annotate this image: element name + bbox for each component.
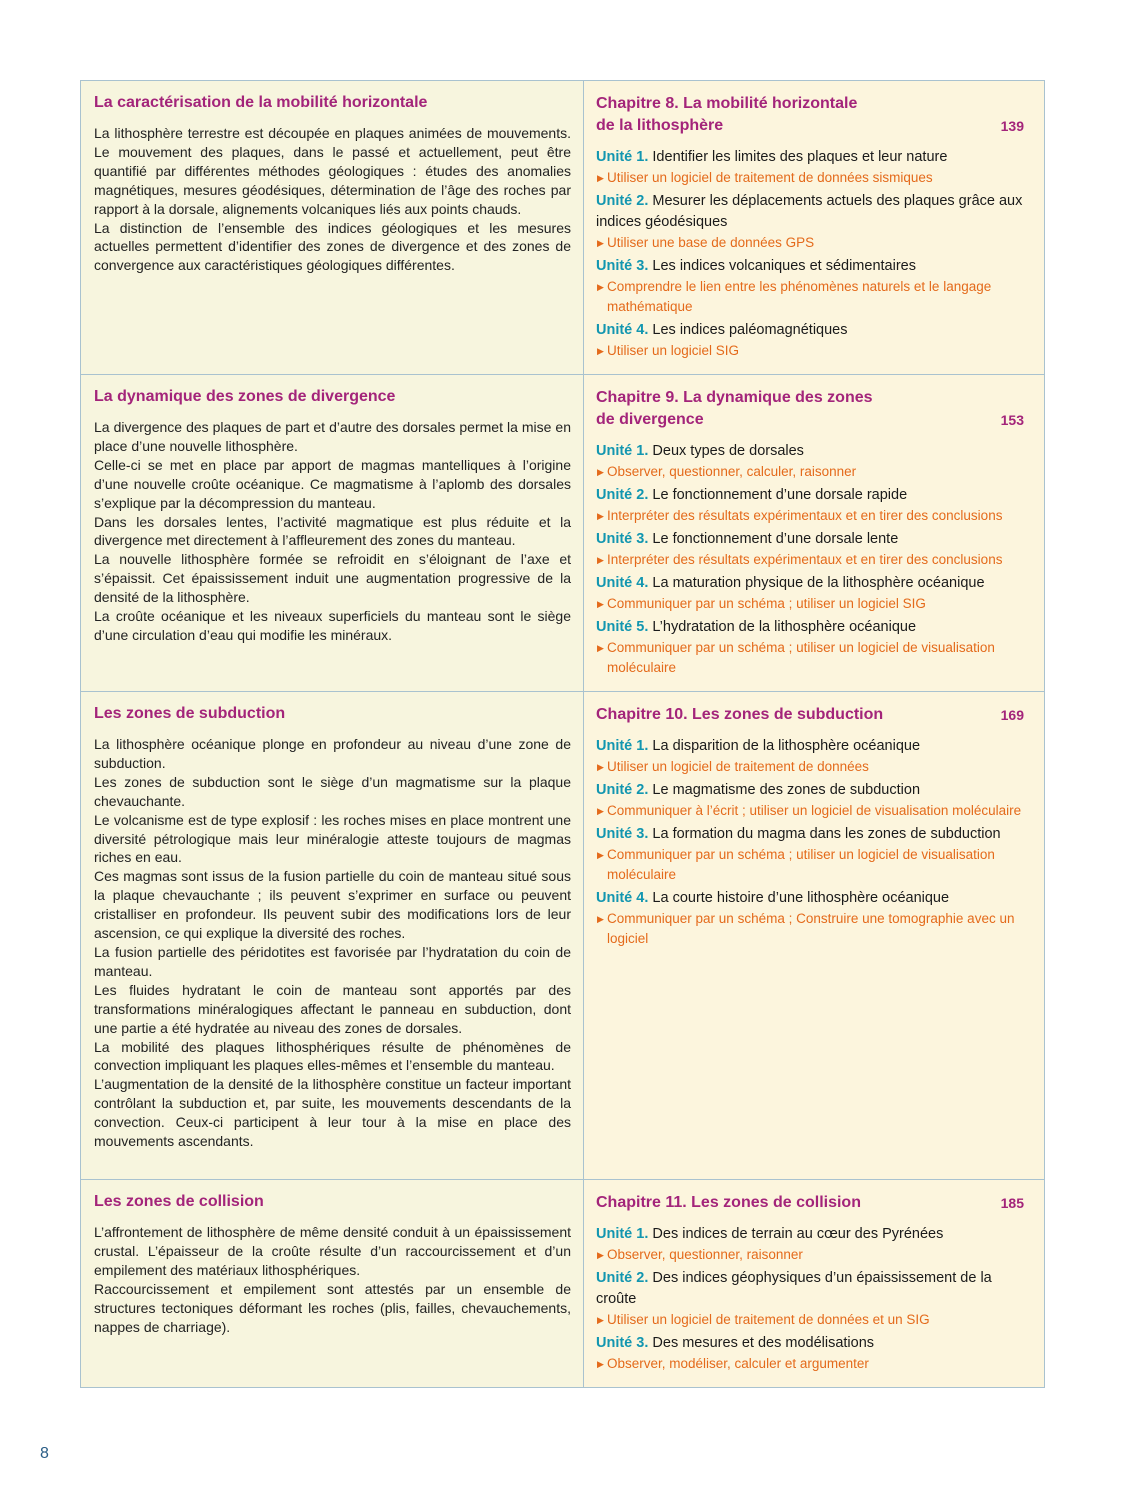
section-body: [94, 735, 571, 1151]
triangle-bullet-icon: ▶: [597, 467, 604, 477]
unit-skill-text: Observer, questionner, calculer, raisonner: [607, 464, 857, 479]
section-paragraph: La nouvelle lithosphère formée se refroidit en s’éloignant de l’axe et s’épaissit. Cet épaississement induit une augmentation progressive de la densité de la lithosphère.: [94, 551, 571, 606]
triangle-bullet-icon: ▶: [597, 643, 604, 653]
unit-heading: [596, 736, 1028, 757]
triangle-bullet-icon: ▶: [597, 599, 604, 609]
page-number: 8: [40, 1445, 49, 1462]
unit-skill: [596, 638, 1028, 678]
unit-heading: [596, 320, 1028, 341]
unit-item: [596, 147, 1028, 188]
unit-title: Mesurer les déplacements actuels des plaques grâce aux indices géodésiques: [596, 193, 1023, 230]
unit-title: Deux types de dorsales: [652, 443, 804, 459]
unit-title: La disparition de la lithosphère océanique: [652, 738, 921, 754]
section-summary-cell: [81, 692, 584, 1180]
chapter-title-continued: de divergence: [596, 411, 704, 428]
unit-title: Le fonctionnement d’une dorsale lente: [652, 531, 899, 547]
unit-label: Unité 4.: [596, 575, 649, 591]
unit-skill: [596, 801, 1028, 821]
section-summary-cell: [81, 375, 584, 692]
unit-item: [596, 780, 1028, 821]
unit-item: [596, 573, 1028, 614]
chapter-title-continued: de la lithosphère: [596, 117, 724, 134]
section-paragraph: La distinction de l’ensemble des indices géologiques et les mesures actuelles permettent d’identifier des zones de divergence et des zones de convergence aux caractéristiques géologiques différentes.: [94, 219, 571, 274]
unit-skill-text: Comprendre le lien entre les phénomènes naturels et le langage mathématique: [607, 279, 992, 314]
section-paragraph: Raccourcissement et empilement sont attestés par un ensemble de structures tectoniques déformant les roches (plis, failles, chevauchements, nappes de charriage).: [94, 1280, 571, 1335]
triangle-bullet-icon: ▶: [597, 555, 604, 565]
unit-heading: [596, 1268, 1028, 1310]
section-paragraph: Le volcanisme est de type explosif : les roches mises en place montrent une diversité pétrologique mais leur minéralogie atteste toujours de magmas riches en eau.: [94, 811, 571, 866]
unit-title: Le magmatisme des zones de subduction: [652, 782, 921, 798]
section-paragraph: L’affrontement de lithosphère de même densité conduit à un épaississement crustal. L’épaisseur de la croûte résulte d’un raccourcissement et d’un empilement des matériaux lithosphériques.: [94, 1224, 571, 1278]
section-paragraph: L’augmentation de la densité de la lithosphère constitue un facteur important contrôlant la subduction et, par suite, les mouvements descendants de la convection. Ceux-ci participent à leur tour à la mise en place des mouvements ascendants.: [94, 1076, 571, 1150]
triangle-bullet-icon: ▶: [597, 282, 604, 292]
unit-item: [596, 529, 1028, 570]
unit-title: La courte histoire d’une lithosphère océanique: [652, 890, 950, 906]
unit-skill: [596, 506, 1028, 526]
section-title: Les zones de subduction: [94, 705, 286, 722]
unit-skill-text: Utiliser une base de données GPS: [607, 235, 815, 250]
triangle-bullet-icon: ▶: [597, 1315, 604, 1325]
unit-skill-text: Utiliser un logiciel de traitement de données: [607, 759, 869, 774]
unit-item: [596, 1268, 1028, 1330]
chapter-title: Chapitre 10. Les zones de subduction: [596, 706, 884, 723]
unit-heading: [596, 824, 1028, 845]
chapter-cell: [584, 375, 1045, 692]
section-row: [81, 375, 1045, 692]
unit-label: Unité 4.: [596, 322, 649, 338]
unit-skill-text: Communiquer à l’écrit ; utiliser un logiciel de visualisation moléculaire: [607, 803, 1022, 818]
unit-skill-text: Communiquer par un schéma ; utiliser un logiciel de visualisation moléculaire: [607, 847, 995, 882]
triangle-bullet-icon: ▶: [597, 1359, 604, 1369]
triangle-bullet-icon: ▶: [597, 346, 604, 356]
chapter-heading: [596, 1192, 1028, 1214]
section-row: [81, 692, 1045, 1180]
unit-skill-text: Communiquer par un schéma ; utiliser un logiciel SIG: [607, 596, 926, 611]
unit-heading: [596, 780, 1028, 801]
unit-title: La formation du magma dans les zones de subduction: [652, 826, 1001, 842]
unit-item: [596, 1224, 1028, 1265]
chapter-cell: [584, 692, 1045, 1180]
section-body: [94, 1223, 571, 1336]
section-paragraph: Les zones de subduction sont le siège d’un magmatisme sur la plaque chevauchante.: [94, 773, 571, 809]
chapter-cell: [584, 1180, 1045, 1388]
section-paragraph: La fusion partielle des péridotites est favorisée par l’hydratation du coin de manteau.: [94, 943, 571, 979]
unit-skill: [596, 1310, 1028, 1330]
chapter-page-number: 185: [1000, 1195, 1024, 1211]
section-body: [94, 124, 571, 275]
unit-skill-text: Interpréter des résultats expérimentaux et en tirer des conclusions: [607, 552, 1003, 567]
unit-heading: [596, 147, 1028, 168]
unit-heading: [596, 1224, 1028, 1245]
section-paragraph: Dans les dorsales lentes, l’activité magmatique est plus réduite et la divergence met directement à l’affleurement des zones du manteau.: [94, 513, 571, 549]
unit-title: Des mesures et des modélisations: [652, 1335, 875, 1351]
unit-item: [596, 1333, 1028, 1374]
unit-label: Unité 1.: [596, 738, 649, 754]
triangle-bullet-icon: ▶: [597, 762, 604, 772]
unit-item: [596, 736, 1028, 777]
chapter-cell: [584, 81, 1045, 375]
triangle-bullet-icon: ▶: [597, 914, 604, 924]
unit-skill-text: Utiliser un logiciel SIG: [607, 343, 740, 358]
section-paragraph: Celle-ci se met en place par apport de magmas mantelliques à l’origine d’une nouvelle croûte océanique. Ce magmatisme à l’aplomb des dorsales s’explique par la décompression du manteau.: [94, 456, 571, 511]
unit-label: Unité 5.: [596, 619, 649, 635]
chapter-title: Chapitre 8. La mobilité horizontale: [596, 95, 858, 112]
unit-item: [596, 485, 1028, 526]
unit-skill: [596, 594, 1028, 614]
unit-skill-text: Interpréter des résultats expérimentaux et en tirer des conclusions: [607, 508, 1003, 523]
unit-item: [596, 256, 1028, 317]
unit-label: Unité 3.: [596, 826, 649, 842]
section-row: [81, 1180, 1045, 1388]
section-paragraph: La croûte océanique et les niveaux superficiels du manteau sont le siège d’une circulation d’eau qui modifie les minéraux.: [94, 608, 571, 643]
unit-label: Unité 2.: [596, 782, 649, 798]
unit-title: Identifier les limites des plaques et leur nature: [652, 149, 948, 165]
unit-label: Unité 1.: [596, 1226, 649, 1242]
chapter-page-number: 153: [1000, 412, 1024, 428]
chapter-heading: [596, 93, 1028, 137]
section-summary-cell: [81, 81, 584, 375]
unit-heading: [596, 256, 1028, 277]
unit-skill: [596, 277, 1028, 317]
section-paragraph: La mobilité des plaques lithosphériques résulte de phénomènes de convection impliquant les plaques elles-mêmes et l’ensemble du manteau.: [94, 1038, 571, 1074]
chapter-page-number: 169: [1000, 707, 1024, 723]
triangle-bullet-icon: ▶: [597, 806, 604, 816]
unit-label: Unité 2.: [596, 1270, 649, 1286]
unit-skill: [596, 550, 1028, 570]
unit-heading: [596, 441, 1028, 462]
unit-label: Unité 1.: [596, 149, 649, 165]
unit-skill: [596, 233, 1028, 253]
unit-item: [596, 824, 1028, 885]
section-summary-cell: [81, 1180, 584, 1388]
unit-skill: [596, 1354, 1028, 1374]
unit-heading: [596, 191, 1028, 233]
unit-title: Les indices paléomagnétiques: [652, 322, 848, 338]
chapter-title: Chapitre 9. La dynamique des zones: [596, 389, 873, 406]
unit-heading: [596, 617, 1028, 638]
unit-label: Unité 2.: [596, 487, 649, 503]
unit-skill-text: Observer, questionner, raisonner: [607, 1247, 803, 1262]
triangle-bullet-icon: ▶: [597, 1250, 604, 1260]
chapter-heading: [596, 387, 1028, 431]
unit-title: Le fonctionnement d’une dorsale rapide: [652, 487, 908, 503]
unit-item: [596, 191, 1028, 253]
unit-skill: [596, 462, 1028, 482]
unit-skill-text: Utiliser un logiciel de traitement de données sismiques: [607, 170, 933, 185]
unit-item: [596, 441, 1028, 482]
section-body: [94, 418, 571, 645]
section-paragraph: Les fluides hydratant le coin de manteau sont apportés par des transformations minéralogiques affectant le panneau en subduction, dont une partie a été hydratée au niveau des zones de dorsales.: [94, 981, 571, 1036]
triangle-bullet-icon: ▶: [597, 238, 604, 248]
unit-skill-text: Communiquer par un schéma ; Construire une tomographie avec un logiciel: [607, 911, 1015, 946]
unit-skill-text: Communiquer par un schéma ; utiliser un logiciel de visualisation moléculaire: [607, 640, 995, 675]
unit-label: Unité 4.: [596, 890, 649, 906]
section-title: La dynamique des zones de divergence: [94, 388, 396, 405]
unit-label: Unité 3.: [596, 531, 649, 547]
unit-skill: [596, 341, 1028, 361]
unit-title: Des indices géophysiques d’un épaississement de la croûte: [596, 1270, 992, 1307]
unit-title: La maturation physique de la lithosphère océanique: [652, 575, 985, 591]
unit-title: Les indices volcaniques et sédimentaires: [652, 258, 916, 274]
unit-label: Unité 1.: [596, 443, 649, 459]
unit-label: Unité 3.: [596, 258, 649, 274]
triangle-bullet-icon: ▶: [597, 511, 604, 521]
section-paragraph: Ces magmas sont issus de la fusion partielle du coin de manteau situé sous la plaque chevauchante ; ils peuvent s’exprimer en surface ou peuvent cristalliser en profondeur. Ils peuvent subir des modifications lors de leur ascension, ce qui explique la diversité des roches.: [94, 868, 571, 942]
triangle-bullet-icon: ▶: [597, 850, 604, 860]
section-title: La caractérisation de la mobilité horizontale: [94, 94, 428, 111]
unit-skill-text: Utiliser un logiciel de traitement de données et un SIG: [607, 1312, 930, 1327]
unit-heading: [596, 485, 1028, 506]
unit-label: Unité 2.: [596, 193, 649, 209]
unit-item: [596, 320, 1028, 361]
unit-heading: [596, 529, 1028, 550]
unit-skill: [596, 1245, 1028, 1265]
section-row: [81, 81, 1045, 375]
chapter-heading: [596, 704, 1028, 726]
unit-item: [596, 617, 1028, 678]
unit-heading: [596, 1333, 1028, 1354]
unit-title: L’hydratation de la lithosphère océanique: [652, 619, 917, 635]
curriculum-table: [80, 80, 1045, 1388]
triangle-bullet-icon: ▶: [597, 173, 604, 183]
section-paragraph: La lithosphère terrestre est découpée en plaques animées de mouvements. Le mouvement des plaques, dans le passé et actuellement, peut être quantifié par différentes méthodes géologiques : études des anomalies magnétiques, mesures géodésiques, détermination de l’âge des roches par rapport à la dorsale, alignements volcaniques liés aux points chauds.: [94, 125, 571, 217]
unit-skill: [596, 845, 1028, 885]
unit-skill-text: Observer, modéliser, calculer et argumenter: [607, 1356, 869, 1371]
unit-skill: [596, 168, 1028, 188]
chapter-title: Chapitre 11. Les zones de collision: [596, 1194, 861, 1211]
unit-skill: [596, 909, 1028, 949]
unit-heading: [596, 573, 1028, 594]
section-paragraph: La lithosphère océanique plonge en profondeur au niveau d’une zone de subduction.: [94, 736, 571, 771]
section-title: Les zones de collision: [94, 1193, 264, 1210]
chapter-page-number: 139: [1000, 118, 1024, 134]
unit-heading: [596, 888, 1028, 909]
unit-item: [596, 888, 1028, 949]
unit-label: Unité 3.: [596, 1335, 649, 1351]
unit-title: Des indices de terrain au cœur des Pyrénées: [652, 1226, 944, 1242]
section-paragraph: La divergence des plaques de part et d’autre des dorsales permet la mise en place d’une nouvelle lithosphère.: [94, 419, 571, 454]
unit-skill: [596, 757, 1028, 777]
